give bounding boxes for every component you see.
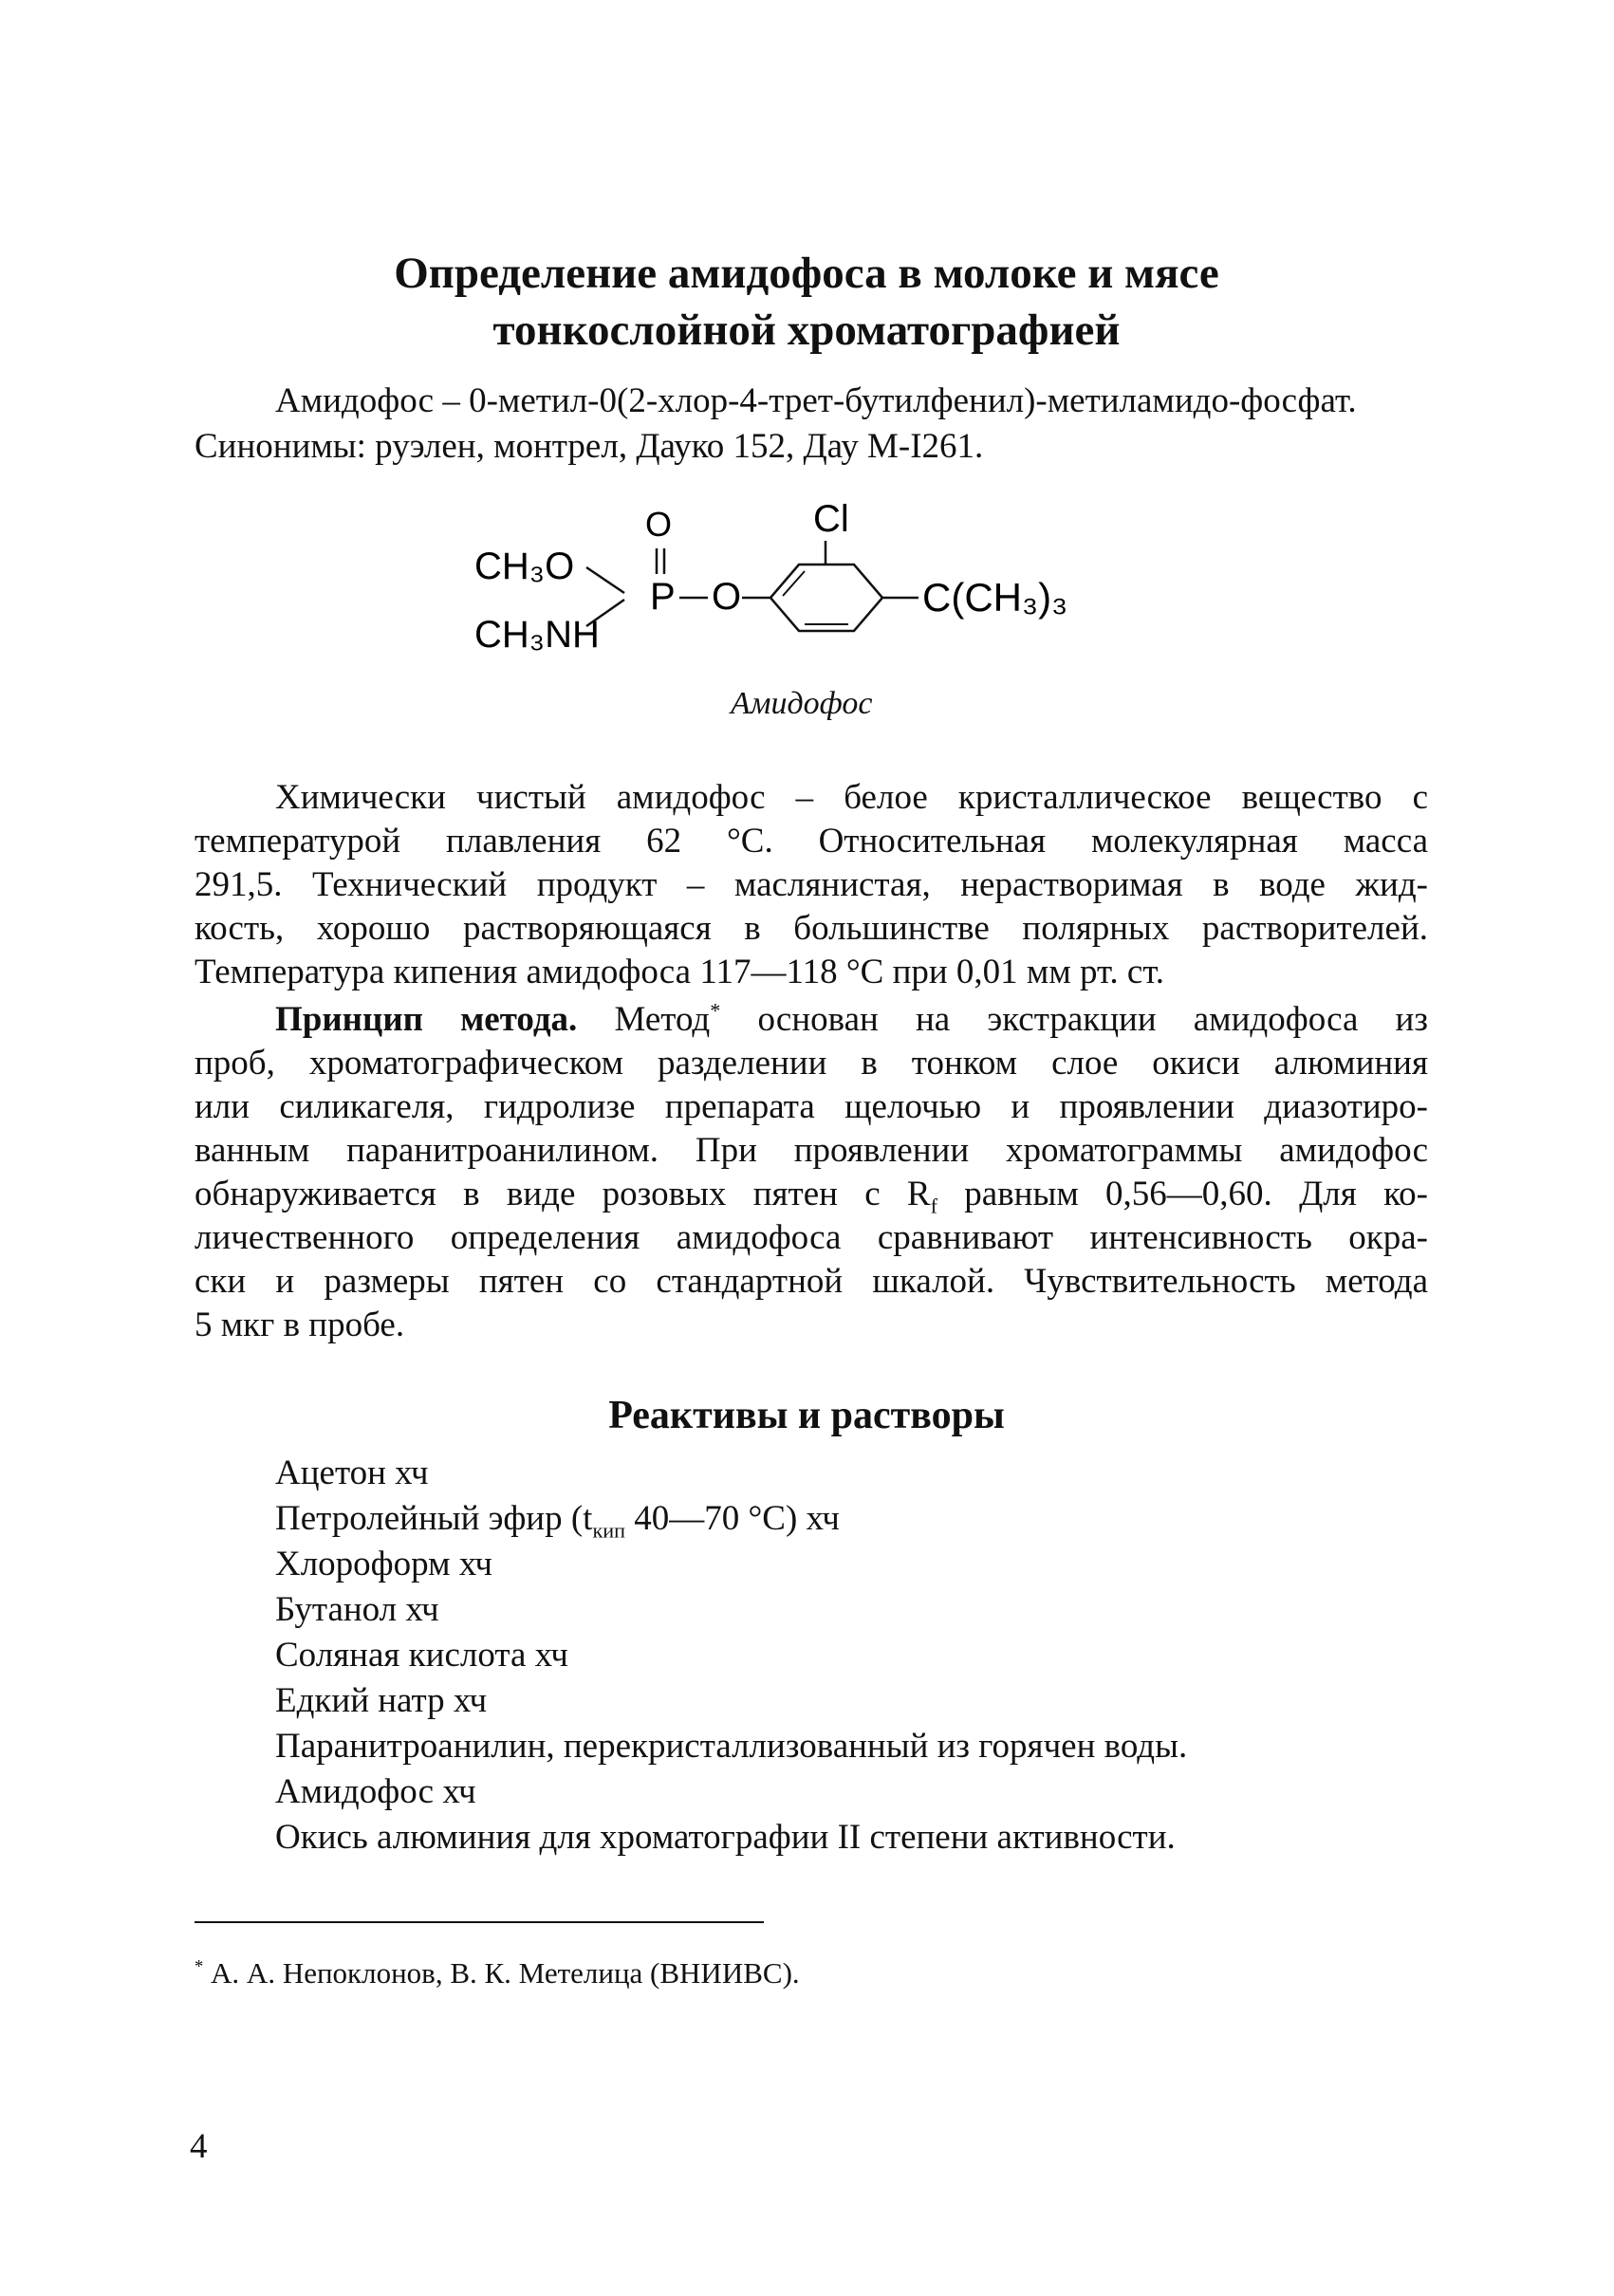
reagent-item-8: Амидофос хч xyxy=(275,1772,476,1811)
principle-line-1-a: Метод xyxy=(577,1000,711,1039)
properties-line-4: кость, хорошо растворяющаяся в большинстве полярных растворителей. xyxy=(195,909,1428,948)
properties-line-1: Химически чистый амидофос – белое кристаллическое вещество с xyxy=(275,778,1428,817)
properties-line-3: 291,5. Технический продукт – маслянистая, нерастворимая в воде жид- xyxy=(195,865,1428,904)
principle-line-4: ванным паранитроанилином. При проявлении хроматограммы амидофос xyxy=(195,1131,1428,1170)
reagent-item-2-a: Петролейный эфир (t xyxy=(275,1499,593,1538)
structure-label-ch3nh: CH₃NH xyxy=(474,614,600,656)
structure-label-o-top: O xyxy=(645,505,673,544)
reagent-item-5: Соляная кислота хч xyxy=(275,1636,568,1675)
chemical-structure xyxy=(455,484,1177,683)
structure-label-ch3o: CH₃O xyxy=(474,546,575,587)
principle-line-8: 5 мкг в пробе. xyxy=(195,1305,405,1344)
rf-subscript: f xyxy=(930,1194,937,1218)
structure-label-o-link: O xyxy=(712,576,742,618)
principle-line-1 xyxy=(195,998,1428,1042)
footnote-mark: * xyxy=(195,1956,204,1977)
principle-line-2: проб, хроматографическом разделении в тонком слое окиси алюминия xyxy=(195,1044,1428,1083)
principle-line-5-b: равным 0,56—0,60. Для ко- xyxy=(937,1175,1428,1213)
principle-line-6: личественного определения амидофоса сравнивают интенсивность окра- xyxy=(195,1218,1428,1257)
properties-line-2: температурой плавления 62 °С. Относительная молекулярная масса xyxy=(195,822,1428,861)
structure-label-p: P xyxy=(650,576,676,618)
principle-line-5-a: обнаруживается в виде розовых пятен с R xyxy=(195,1175,931,1213)
principle-line-3: или силикагеля, гидролизе препарата щелочью и проявлении диазотиро- xyxy=(195,1087,1428,1126)
reagent-item-2-sub: кип xyxy=(592,1518,625,1543)
page-number: 4 xyxy=(190,2127,208,2166)
page-title-line-1: Определение амидофоса в молоке и мясе xyxy=(394,249,1219,298)
reagent-item-2 xyxy=(275,1497,840,1541)
properties-line-5: Температура кипения амидофоса 117—118 °С при 0,01 мм рт. ст. xyxy=(195,953,1164,991)
footnote-ref-mark: * xyxy=(710,998,721,1023)
intro-line-2: Синонимы: руэлен, монтрел, Дауко 152, Дау М-I261. xyxy=(195,427,984,466)
reagent-item-9: Окись алюминия для хроматографии II степени активности. xyxy=(275,1818,1176,1857)
reagent-item-7: Паранитроанилин, перекристаллизованный из горячен воды. xyxy=(275,1727,1188,1766)
page-title-line-2: тонкослойной хроматографией xyxy=(492,306,1121,355)
reagent-item-1: Ацетон хч xyxy=(275,1454,429,1492)
principle-line-1-b: основан на экстракции амидофоса из xyxy=(720,1000,1428,1039)
footnote xyxy=(195,1954,800,1992)
reagent-item-4: Бутанол хч xyxy=(275,1590,439,1629)
reagent-item-2-b: 40—70 °С) хч xyxy=(625,1499,840,1538)
structure-label-cl: Cl xyxy=(813,498,849,540)
principle-line-5 xyxy=(195,1173,1428,1216)
structure-caption: Амидофос xyxy=(731,686,873,721)
intro-line-1: Амидофос – 0-метил-0(2-хлор-4-трет-бутилфенил)-метиламидо-фосфат. xyxy=(275,381,1357,420)
reagent-item-6: Едкий натр хч xyxy=(275,1681,488,1720)
reagent-item-3: Хлороформ хч xyxy=(275,1545,493,1583)
footnote-divider xyxy=(195,1921,764,1923)
reagents-heading: Реактивы и растворы xyxy=(608,1394,1005,1437)
footnote-text: А. А. Непоклонов, В. К. Метелица (ВНИИВС). xyxy=(203,1956,800,1990)
principle-heading: Принцип метода. xyxy=(275,1000,578,1039)
principle-line-7: ски и размеры пятен со стандартной шкалой. Чувствительность метода xyxy=(195,1262,1428,1301)
structure-label-tbu: C(CH₃)₃ xyxy=(922,575,1068,620)
